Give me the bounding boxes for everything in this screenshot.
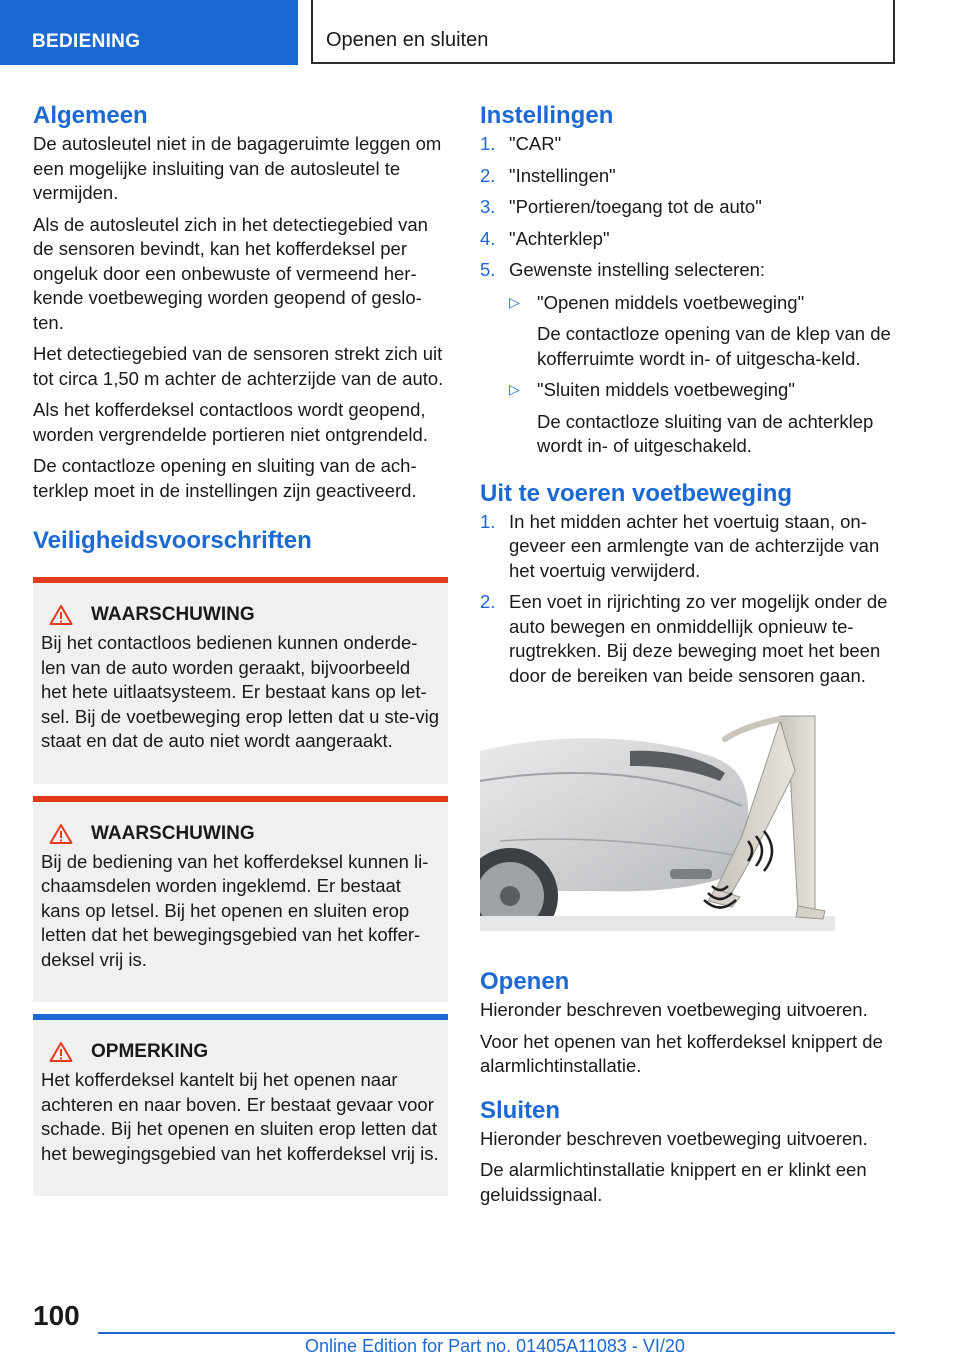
- paragraph: Als het kofferdeksel contactloos wordt geopend, worden vergrendelde portieren niet ontgrendeld.: [33, 399, 428, 445]
- heading-algemeen: Algemeen: [33, 102, 148, 129]
- warning-box: [33, 577, 448, 784]
- notice-text: Het kofferdeksel kantelt bij het openen naar achteren en naar boven. Er bestaat gevaar voor schade. Bij het openen en sluiten erop letten dat het bewegingsgebied van het kofferdeksel vrij is.: [41, 1069, 439, 1164]
- warning-triangle-icon: [49, 823, 73, 845]
- option-item: [509, 291, 900, 379]
- warning-title: WAARSCHUWING: [91, 604, 255, 625]
- paragraph: De autosleutel niet in de bagageruimte leggen om een mogelijke insluiting van de autosleutel te vermijden.: [33, 133, 442, 203]
- warning-box: [33, 796, 448, 1003]
- warning-text: Bij de bediening van het kofferdeksel kunnen li-chaamsdelen worden ingeklemd. Er bestaat kans op letsel. Bij het openen en sluiten erop letten dat het bewegingsgebied van het koffer-deksel vrij is.: [41, 850, 429, 970]
- triangle-bullet-icon: ▷: [509, 293, 520, 310]
- foot-gesture-illustration: [480, 711, 835, 931]
- paragraph: Als de autosleutel zich in het detectiegebied van de sensoren bevindt, kan het kofferdeksel per ongeluk door een onbewuste of vermeend her-kende voetbeweging worden geopend of geslo-ten.: [33, 213, 428, 333]
- heading-instellingen: Instellingen: [480, 102, 614, 129]
- footer-divider: [98, 1332, 895, 1334]
- chapter-title: Openen en sluiten: [311, 0, 895, 64]
- paragraph: Voor het openen van het kofferdeksel knippert de alarmlichtinstallatie.: [480, 1030, 883, 1076]
- paragraph: Het detectiegebied van de sensoren strekt zich uit tot circa 1,50 m achter de achterzijde van de auto.: [33, 343, 444, 389]
- triangle-bullet-icon: ▷: [509, 381, 520, 397]
- option-label: "Openen middels voetbeweging": [537, 291, 805, 313]
- notice-title: OPMERKING: [91, 1041, 209, 1062]
- list-item: 2. "Instellingen": [480, 164, 616, 186]
- paragraph: De contactloze opening en sluiting van de ach-terklep moet in de instellingen zijn geactiveerd.: [33, 455, 417, 501]
- list-item: 5. Gewenste instelling selecteren:: [480, 259, 766, 280]
- warning-text: Bij het contactloos bedienen kunnen onderde-len van de auto worden geraakt, bijvoorbeeld het hete uitlaatsysteem. Er bestaat kans op let-sel. Bij de voetbeweging erop letten dat u ste-vig staat en dat de auto niet wordt aangeraakt.: [41, 632, 439, 751]
- heading-openen: Openen: [480, 968, 570, 995]
- list-item: 4. "Achterklep": [480, 227, 610, 249]
- list-item: 1. In het midden achter het voertuig staan, on-geveer een armlengte van de achterzijde van het voertuig verwijderd.: [480, 510, 880, 581]
- heading-voetbeweging: Uit te voeren voetbeweging: [480, 479, 793, 507]
- warning-triangle-icon: [49, 604, 73, 626]
- list-item: 2. Een voet in rijrichting zo ver mogelijk onder de auto bewegen en onmiddellijk opnieuw te-rugtrekken. Bij deze beweging moet het been door de bereiken van beide sensoren gaan.: [480, 591, 888, 686]
- option-item: [509, 378, 900, 466]
- warning-triangle-icon: [49, 1041, 73, 1063]
- option-description: De contactloze opening van de klep van de kofferruimte wordt in- of uitgescha-keld.: [537, 323, 891, 369]
- option-description: De contactloze sluiting van de achterklep wordt in- of uitgeschakeld.: [537, 410, 874, 456]
- list-item: 1. "CAR": [480, 133, 562, 154]
- page-number: 100: [33, 1300, 80, 1331]
- warning-title: WAARSCHUWING: [91, 822, 255, 844]
- section-tab: BEDIENING: [0, 0, 298, 65]
- edition-note: Online Edition for Part no. 01405A11083 - VI/20: [305, 1336, 685, 1356]
- notice-box: [33, 1014, 448, 1196]
- left-column: [33, 100, 448, 1196]
- paragraph: Hieronder beschreven voetbeweging uitvoeren.: [480, 999, 868, 1020]
- option-label: "Sluiten middels voetbeweging": [537, 379, 795, 400]
- list-item: 3. "Portieren/toegang tot de auto": [480, 196, 762, 217]
- paragraph: De alarmlichtinstallatie knippert en er klinkt een geluidssignaal.: [480, 1159, 867, 1205]
- settings-steps: [480, 132, 900, 283]
- heading-sluiten: Sluiten: [480, 1096, 561, 1124]
- right-column: [480, 100, 900, 1207]
- heading-safety: Veiligheidsvoorschriften: [33, 527, 312, 554]
- paragraph: Hieronder beschreven voetbeweging uitvoeren.: [480, 1127, 868, 1149]
- kick-steps: [480, 510, 900, 689]
